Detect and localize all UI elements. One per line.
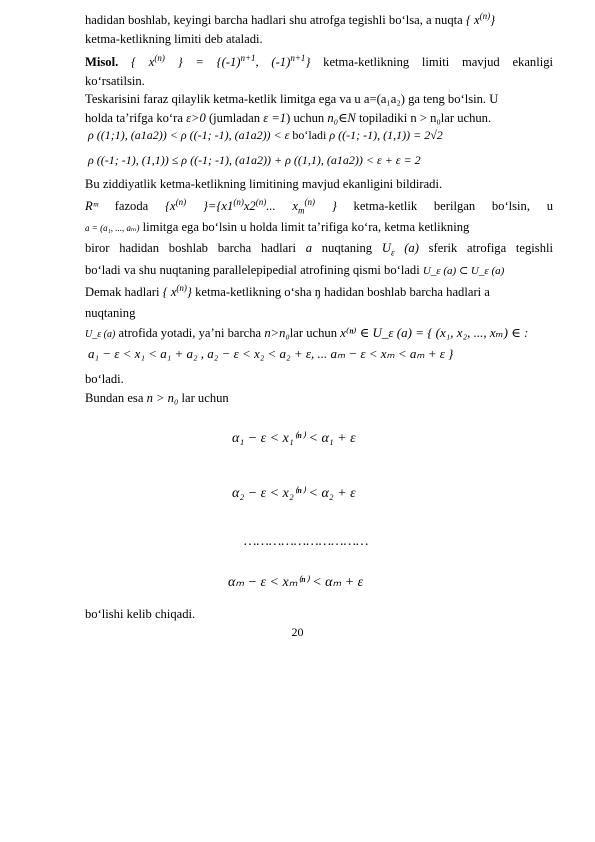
system-line-1: α₁ − ε < x₁⁽ⁿ⁾ < α₁ + ε [232, 431, 356, 446]
text-line-15: nuqtaning [85, 306, 136, 320]
text-line-13: bo‘ladi va shu nuqtaning parallelepipedial atrofining qismi bo‘ladi U_ε (a) ⊂ U_ε (a) [85, 263, 505, 277]
text: hadidan boshlab, keyingi barcha hadlari shu atrofga tegishli bo‘lsa, a nuqta [85, 13, 463, 27]
text-line-16: U_ε (a) atrofida yotadi, ya’ni barcha n>n₀lar uchun x⁽ⁿ⁾ ∈ U_ε (a) = { (x₁, x₂, ..., xₘ) ∈ : [85, 325, 529, 340]
text-line-10: Rᵐ fazoda {$x^{(n)}$ }$=\{x1^{(n)}x2^{(n)}$... $x_m^{(n)}$ } ketma-ketlik berilgan bo‘lsin, u [85, 196, 554, 216]
text-line-1 [85, 12, 495, 28]
text-line-6: holda ta’rifga ko‘ra ε>0 (jumladan ε =1) uchun n₀∈N topiladiki n > n₀lar uchun. [85, 111, 492, 125]
formula-ineq: a₁ − ε < x₁ < a₁ + a₂ , a₂ − ε < x₂ < a₂ + ε, ... aₘ − ε < xₘ < aₘ + ε } [88, 346, 454, 361]
text-line-19: Bundan esa n > n₀ lar uchun [85, 391, 229, 405]
misol-line [85, 54, 553, 70]
formula-2: ρ ((-1; -1), (1,1)) ≤ ρ ((-1; -1), (a1a2)) + ρ ((1,1), (a1a2)) < ε + ε = 2 [88, 153, 421, 167]
text-line-12: biror hadidan boshlab barcha hadlari a nuqtaning $U_\varepsilon$ (a) sferik atrofiga tegishli [85, 241, 554, 258]
formula-1: ρ ((1;1), (a1a2)) < ρ ((-1; -1), (a1a2)) < ε bo‘ladi ρ ((-1; -1), (1,1)) = 2√2 [88, 128, 443, 142]
system-line-4: αₘ − ε < xₘ⁽ⁿ⁾ < αₘ + ε [228, 575, 364, 590]
misol-text: ketma-ketlikning limiti mavjud ekanligi [323, 55, 554, 69]
text-line-4: ko‘rsatilsin. [85, 74, 145, 88]
text-line-9: Bu ziddiyatlik ketma-ketlikning limitining mavjud ekanligini bildiradi. [85, 177, 443, 191]
misol-formula: { $x^{(n)}$ } = {$(-1)^{n+1}$, $(-1)^{n+1}$} [130, 52, 311, 69]
text-line-5: Teskarisini faraz qilaylik ketma-ketlik limitga ega va u a=(a₁a₂) ga teng bo‘lsin. U [85, 92, 499, 106]
system-line-3: ………………………… [244, 534, 369, 549]
text-line-end: bo‘lishi kelib chiqadi. [85, 607, 196, 621]
text-line-11: a = (a₁, ..., aₘ) limitga ega bo‘lsin u holda limit ta’rifiga ko‘ra, ketma ketlikning [85, 220, 470, 234]
math-inline: { $x^{(n)}$} [465, 10, 496, 27]
text-line-18: bo‘ladi. [85, 372, 124, 386]
misol-label: Misol. [85, 55, 119, 69]
page-number: 20 [291, 625, 304, 639]
text-line-2: ketma-ketlikning limiti deb ataladi. [85, 32, 263, 46]
text-line-14: Demak hadlari { $x^{(n)}$} ketma-ketlikning o‘sha ŋ hadidan boshlab barcha hadlari a [85, 282, 490, 299]
system-line-2: α₂ − ε < x₂⁽ⁿ⁾ < α₂ + ε [232, 486, 356, 501]
